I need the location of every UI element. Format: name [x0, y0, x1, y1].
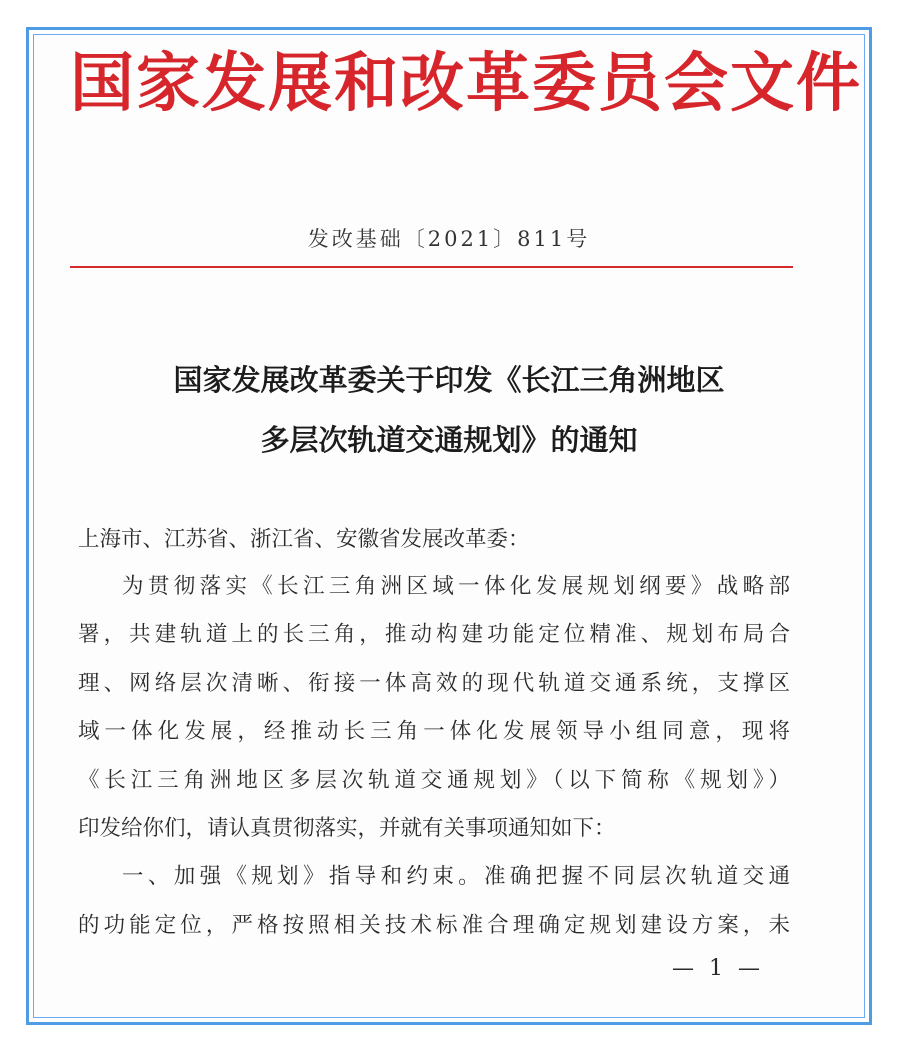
notice-title-line-1: 国家发展改革委关于印发《长江三角洲地区 [173, 363, 725, 397]
page-number: — 1 — [672, 956, 764, 981]
body-line: 一、加强《规划》指导和约束。准确把握不同层次轨道交通 [122, 864, 790, 889]
body-line: 的功能定位，严格按照相关技术标准合理确定规划建设方案，未 [78, 913, 790, 938]
body-line: 为贯彻落实《长江三角洲区域一体化发展规划纲要》战略部 [122, 574, 790, 599]
body-line: 理、网络层次清晰、衔接一体高效的现代轨道交通系统，支撑区 [78, 671, 790, 696]
document-header-title: 国家发展和改革委员会文件 [70, 47, 862, 121]
body-line: 《长江三角洲地区多层次轨道交通规划》（以下简称《规划》） [78, 768, 790, 793]
body-line: 印发给你们，请认真贯彻落实，并就有关事项通知如下： [78, 816, 616, 841]
document-number: 发改基础〔2021〕811号 [307, 227, 591, 251]
body-line: 域一体化发展，经推动长三角一体化发展领导小组同意，现将 [78, 719, 790, 744]
notice-title-line-2: 多层次轨道交通规划》的通知 [260, 423, 638, 457]
body-line: 署，共建轨道上的长三角，推动构建功能定位精准、规划布局合 [78, 622, 790, 647]
red-divider-line [70, 266, 793, 268]
addressee-line: 上海市、江苏省、浙江省、安徽省发展改革委： [78, 527, 530, 552]
